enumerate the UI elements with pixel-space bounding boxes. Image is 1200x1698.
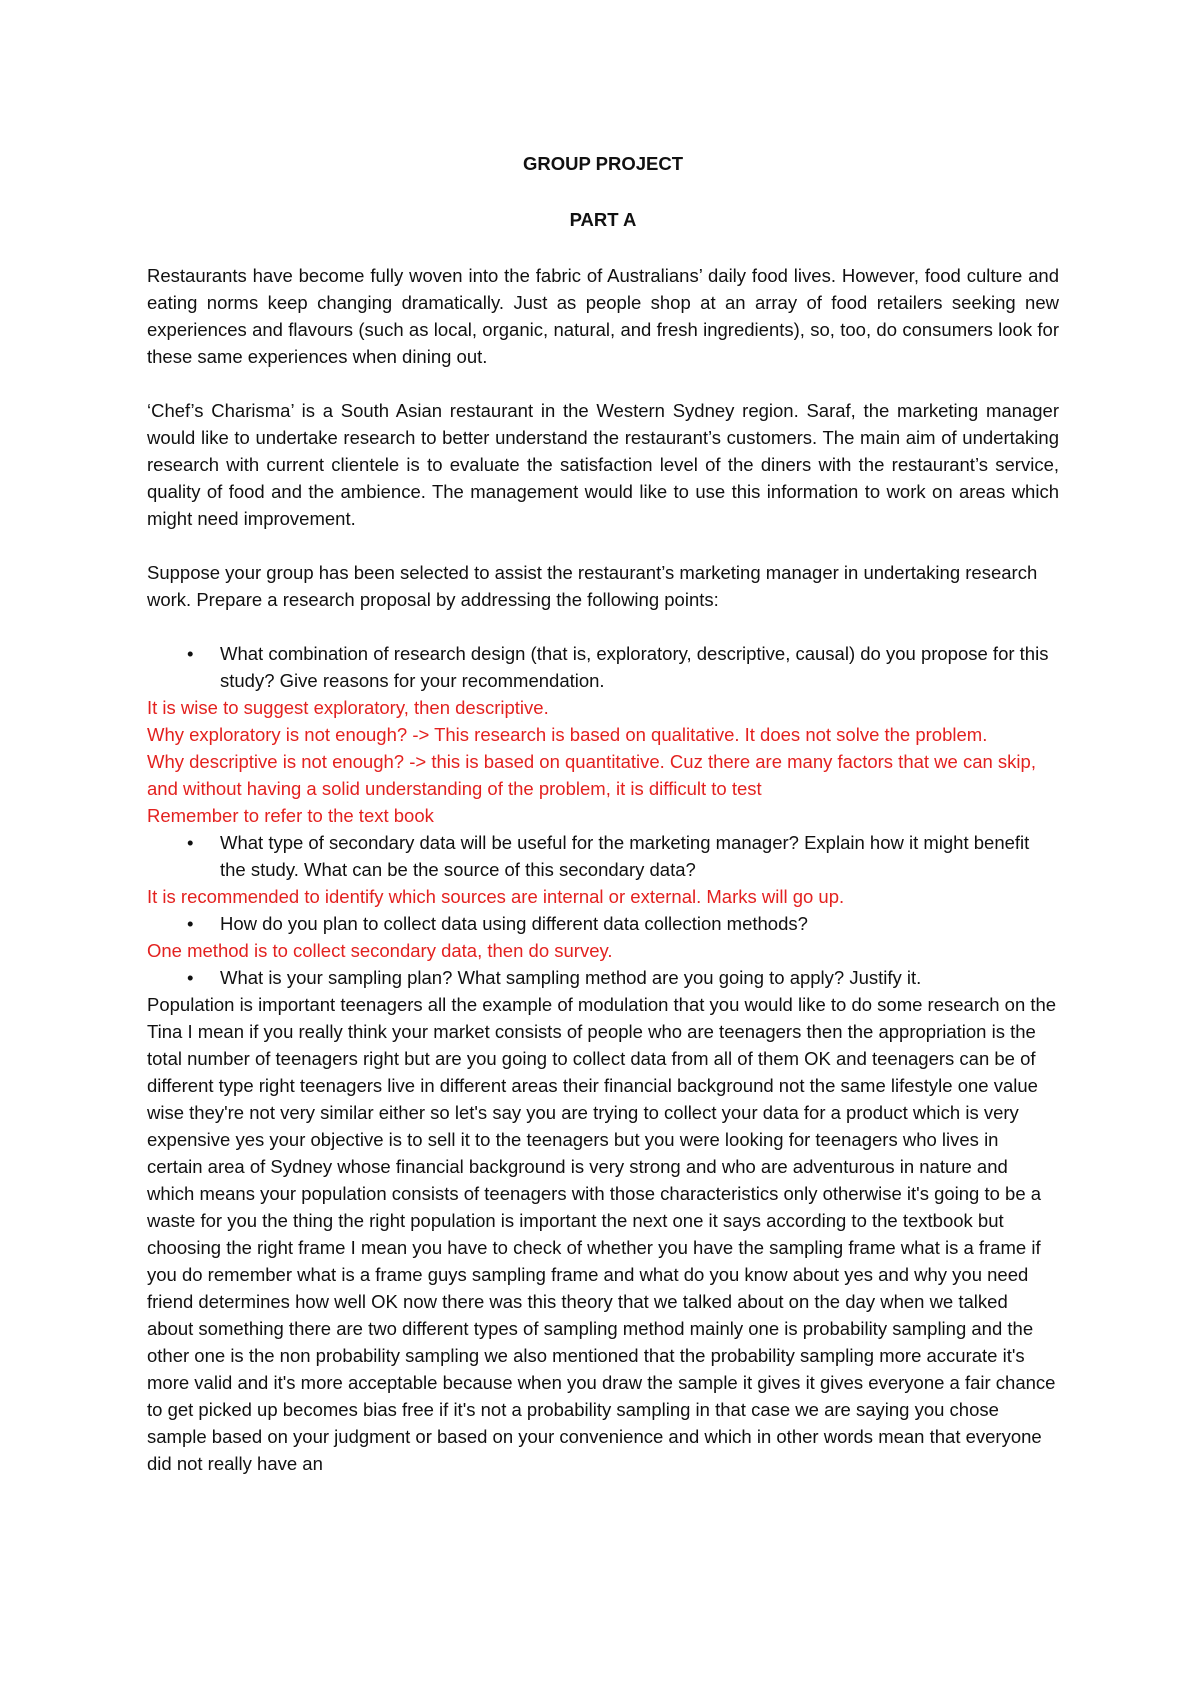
document-body [147,150,1059,1477]
bullet-icon: • [187,913,194,934]
document-subtitle: PART A [569,209,637,230]
question-item [147,910,1059,937]
task-paragraph: Suppose your group has been selected to assist the restaurant’s marketing manager in undertaking research work. Prepare a research proposal by addressing the following points: [147,562,1038,610]
annotation-note: It is recommended to identify which sources are internal or external. Marks will go up. [147,886,845,907]
document-title: GROUP PROJECT [522,153,684,174]
question-item [147,640,1059,694]
annotation-note: Why descriptive is not enough? -> this is based on quantitative. Cuz there are many factors that we can skip, and without having a solid understanding of the problem, it is difficult to test [147,751,1036,799]
question-item [147,829,1059,883]
bullet-icon: • [187,967,194,988]
annotation-note: One method is to collect secondary data, then do survey. [147,940,613,961]
transcript-paragraph: Population is important teenagers all the example of modulation that you would like to do some research on the Tina I mean if you really think your market consists of people who are teenagers then the appropriation is the total number of teenagers right but are you going to collect data from all of them OK and teenagers can be of different type right teenagers live in different areas their financial background not the same lifestyle one value wise they're not very similar either so let's say you are trying to collect your data for a product which is very expensive yes your objective is to sell it to the teenagers but you were looking for teenagers who lives in certain area of Sydney whose financial background is very strong and who are adventurous in nature and which means your population consists of teenagers with those characteristics only otherwise it's going to be a waste for you the thing the right population is important the next one it says according to the textbook but choosing the right frame I mean you have to check of whether you have the sampling frame what is a frame if you do remember what is a frame guys sampling frame and what do you know about yes and why you need friend determines how well OK now there was this theory that we talked about on the day when we talked about something there are two different types of sampling method mainly one is probability sampling and the other one is the non probability sampling we also mentioned that the probability sampling more accurate it's more valid and it's more acceptable because when you draw the sample it gives it gives everyone a fair chance to get picked up becomes bias free if it's not a probability sampling in that case we are saying you chose sample based on your judgment or based on your convenience and which in other words mean that everyone did not really have an [147,994,1057,1474]
question-text: What type of secondary data will be useful for the marketing manager? Explain how it might benefit the study. What can be the source of this secondary data? [220,832,1030,880]
restaurant-paragraph: ‘Chef’s Charisma’ is a South Asian restaurant in the Western Sydney region. Saraf, the marketing manager would like to undertake research to better understand the restaurant’s customers. The main aim of undertaking research with current clientele is to evaluate the satisfaction level of the diners with the restaurant’s service, quality of food and the ambience. The management would like to use this information to work on areas which might need improvement. [147,400,1059,529]
annotation-note: Remember to refer to the text book [147,805,434,826]
annotation-note: Why exploratory is not enough? -> This research is based on qualitative. It does not solve the problem. [147,724,988,745]
intro-paragraph: Restaurants have become fully woven into the fabric of Australians’ daily food lives. However, food culture and eating norms keep changing dramatically. Just as people shop at an array of food retailers seeking new experiences and flavours (such as local, organic, natural, and fresh ingredients), so, too, do consumers look for these same experiences when dining out. [147,265,1059,367]
annotation-note: It is wise to suggest exploratory, then descriptive. [147,697,549,718]
question-text: What combination of research design (that is, exploratory, descriptive, causal) do you propose for this study? Give reasons for your recommendation. [220,643,1049,691]
question-item [147,964,1059,991]
bullet-icon: • [187,832,194,853]
bullet-icon: • [187,643,194,664]
question-text: What is your sampling plan? What sampling method are you going to apply? Justify it. [220,967,922,988]
question-text: How do you plan to collect data using different data collection methods? [220,913,808,934]
